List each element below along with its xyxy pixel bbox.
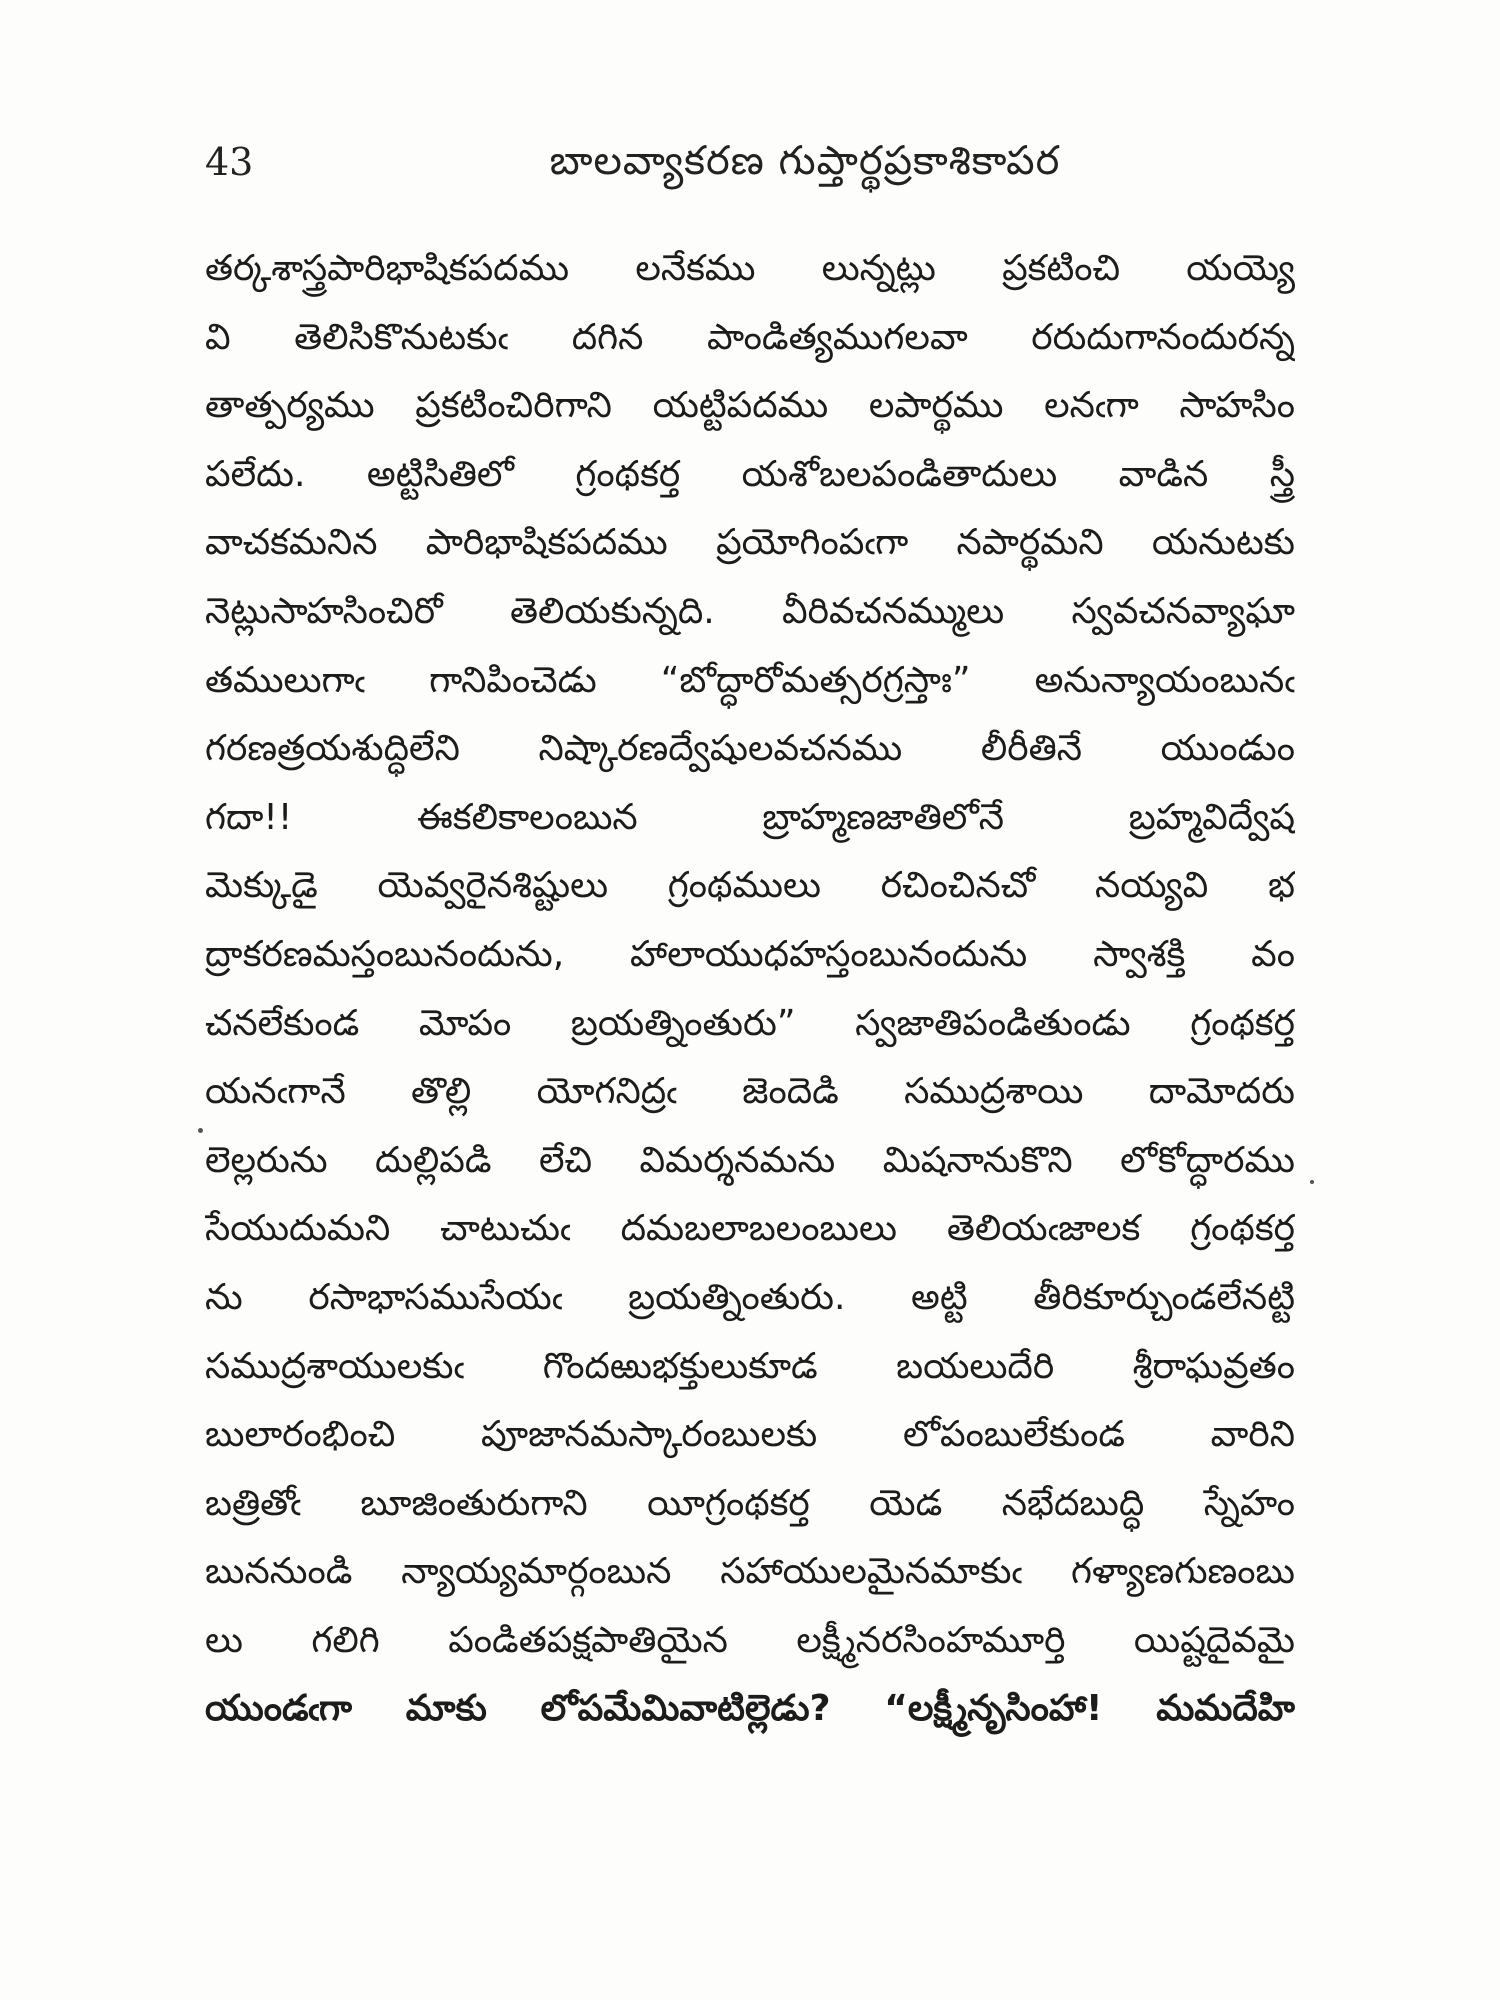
text-line-14: లెల్లరును దుల్లిపడి లేచి విమర్శనమను మిషనానుకొని లోకోద్ధారము [205,1139,1295,1181]
text-line-1: తర్కశాస్త్రపారిభాషికపదము లనేకము లున్నట్లు ప్రకటించి యయ్యె [205,248,1295,289]
text-line-16: ను రసాభాసముసేయఁ బ్రయత్నింతురు. అట్టి తీరికూర్చుండలేనట్టి [205,1276,1295,1318]
text-line-19: బత్రితోఁ బూజింతురుగాని యీగ్రంథకర్త యెడ నభేదబుద్ధి స్నేహం [205,1482,1295,1524]
page-header [205,130,1295,200]
page-number: 43 [205,140,254,184]
text-line-8: గరణత్రయశుద్ధిలేని నిష్కారణద్వేషులవచనము లీరీతినే యుండుం [205,728,1295,770]
text-line-17: సముద్రశాయులకుఁ గొందఱుభక్తులుకూడ బయలుదేరి శ్రీరాఘవ్రతం [205,1345,1295,1387]
text-line-21: లు గలిగి పండితపక్షపాతియైన లక్ష్మీనరసింహమూర్తి యిష్టదైవమై [205,1619,1295,1661]
text-line-11: ద్రాకరణమస్తంబునందును, హాలాయుధహస్తంబునందును స్వాశక్తి వం [205,933,1295,975]
text-line-4: పలేదు. అట్టిసితిలో గ్రంథకర్త యశోబలపండితాదులు వాడిన స్త్రీ [205,453,1295,495]
text-line-22: యుండఁగా మాకు లోపమేమివాటిల్లెడు? “లక్ష్మీనృసింహా! మమదేహి [205,1688,1295,1730]
text-line-3: తాత్పర్యము ప్రకటించిరిగాని యట్టిపదము లపార్థము లనఁగా సాహసిం [205,385,1295,427]
text-line-13: యనఁగానే తొల్లి యోగనిద్రఁ జెందెడి సముద్రశాయి దామోదరు [205,1071,1295,1113]
text-line-12: చనలేకుండ మోపం బ్రయత్నింతురు” స్వజాతిపండితుండు గ్రంథకర్త [205,1002,1295,1044]
text-line-20: బుననుండి న్యాయ్యమార్గంబున సహాయులమైనమాకుఁ గళ్యాణగుణంబు [205,1551,1295,1593]
text-line-9: గదా!! ఈకలికాలంబున బ్రాహ్మణజాతిలోనే బ్రహ్మవిద్వేష [205,796,1295,838]
text-line-15: సేయుదుమని చాటుచుఁ దమబలాబలంబులు తెలియఁజాలక గ్రంథకర్త [205,1208,1295,1250]
body-text [205,235,1295,1744]
text-line-7: తములుగాఁ గానిపించెడు “బోద్ధారోమత్సరగ్రస్తాః” అనున్యాయంబునఁ [205,659,1295,701]
text-line-18: బులారంభించి పూజానమస్కారంబులకు లోపంబులేకుండ వారిని [205,1414,1295,1456]
text-line-2: వి తెలిసికొనుటకుఁ దగిన పాండిత్యముగలవా రరుదుగానందురన్న [205,316,1295,358]
text-line-5: వాచకమనిన పారిభాషికపదము ప్రయోగింపఁగా నపార్థమని యనుటకు [205,522,1295,564]
print-speck [1310,1180,1314,1184]
print-speck [198,1128,203,1133]
text-line-10: మెక్కుడై యెవ్వరైనశిష్టులు గ్రంథములు రచించినచో నయ్యవి భ [205,865,1295,907]
text-line-6: నెట్లుసాహసించిరో తెలియకున్నది. వీరివచనమ్ములు స్వవచనవ్యాఘా [205,590,1295,632]
running-title: బాలవ్యాకరణ గుప్తార్థప్రకాశికాపర [549,138,1061,184]
